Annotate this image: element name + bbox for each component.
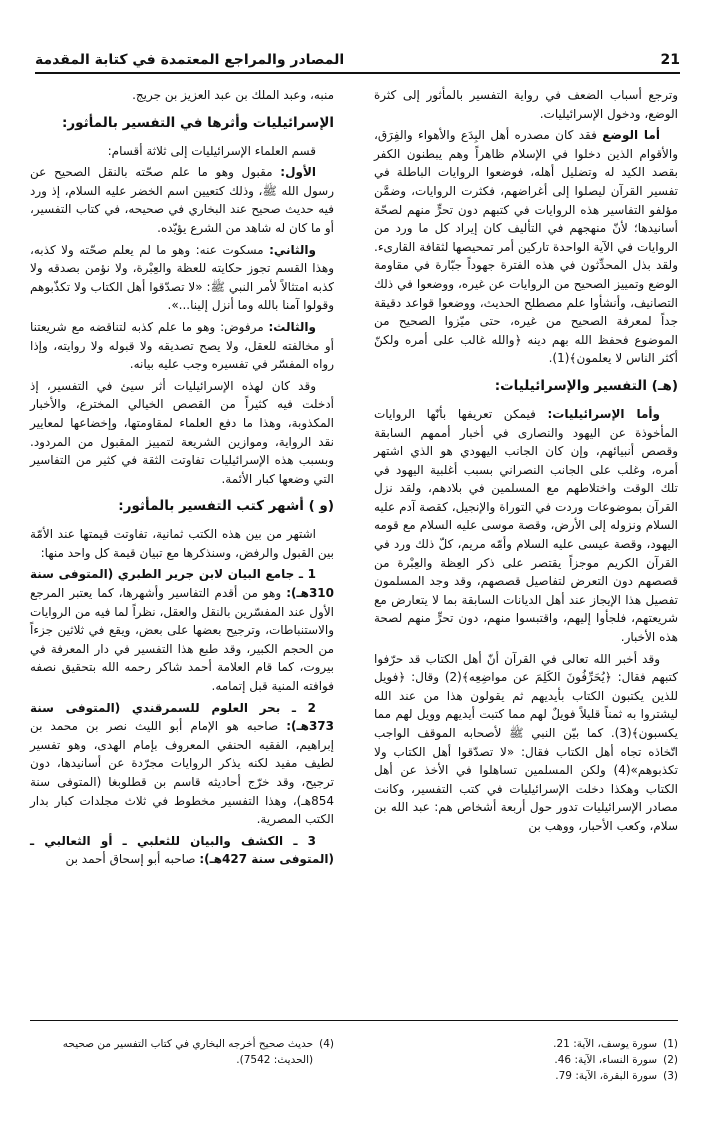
footnote-divider <box>30 1020 678 1021</box>
paragraph-lead: والثالث: <box>268 319 316 334</box>
paragraph <box>30 163 334 237</box>
footnote-text: سورة النساء، الآية: 46. <box>554 1054 658 1066</box>
footnote-text: سورة البقرة، الآية: 79. <box>555 1070 658 1082</box>
paragraph-lead: وأما الإسرائيليات: <box>547 406 660 421</box>
footnote <box>374 1052 678 1068</box>
paragraph <box>30 832 334 869</box>
section-heading: الإسرائيليات وأثرها في التفسير بالمأثور: <box>61 114 334 131</box>
paragraph-text: فيمكن تعريفها بأنّها الروايات المأخوذة عن اليهود والنصارى في أخبار أممهم السابقة وقصص أنبيائهم، وإن كان الجانب اليهودي هو الذي اشتهر أمره، وغلب على الجانب النصراني بسبب أغلبية اليهود في تلك الوقت واختلاطهم مع المسلمين في بلادهم، ولقد نزل القرآن بموضوعات وردت في التوراة والإنجيل، كقصة آدم عليه السلام ونزوله إلى الأرض، وقصة موسى عليه السلام مع قومه اليهود، وقصة عيسى عليه السلام وأمّه مريم، كلّ ذلك ورد في القرآن الكريم موجزاً يقتصر على ذكر العِظة والعِبْرة من قصصهم دون التعرض لتفاصيل قصصهم، وقد وجد المسلمون تفصيل هذا الإيجاز عند أهل الديانات السابقة بما لا يتعارض مع شريعتهم، فلجأوا إليهم، واقتبسوا منهم، دون تحرٍّ منهم لصحة هذه الأخبار. <box>374 406 678 645</box>
paragraph <box>30 565 334 695</box>
paragraph-text: صاحبه أبو إسحاق أحمد بن <box>65 852 200 867</box>
footnote-text: سورة يوسف، الآية: 21. <box>553 1038 658 1050</box>
paragraph-lead: الأول: <box>280 165 316 180</box>
footnotes-left <box>30 1036 334 1068</box>
left-column <box>30 86 334 872</box>
running-title: المصادر والمراجع المعتمدة في كتابة المقدمة <box>35 52 345 68</box>
paragraph-text: مقبول وهو ما علم صحّته بالنقل الصحيح عن رسول الله ﷺ، وذلك كتعيين اسم الخضر عليه السلام، إذ ورد فيه حديث صحيح عند البخاري في صحيحه، في كتاب التفسير، أو ما كان له شاهد من الشرع يؤيّده. <box>30 165 334 235</box>
paragraph: قسم العلماء الإسرائيليات إلى ثلاثة أقسام: <box>107 143 316 158</box>
section-heading: (هـ) التفسير والإسرائيليات: <box>494 377 678 394</box>
paragraph-text: مرفوض: وهو ما علم كذبه لتناقضه مع شريعتنا أو مخالفته للعقل، ولا يصح تصديقه ولا قبوله ولا روايته، وإذا رواه المفسّر في تفسيره وجب عليه بيانه. <box>30 319 334 372</box>
page-number: 21 <box>660 52 680 68</box>
paragraph <box>30 699 334 829</box>
footnote-number: (2) <box>663 1054 678 1066</box>
footnote-text: حديث صحيح أخرجه البخاري في كتاب التفسير من صحيحه (الحديث: 7542). <box>62 1038 314 1066</box>
footnote <box>374 1068 678 1084</box>
paragraph: وقد كان لهذه الإسرائيليات أثر سيئ في التفسير، إذ أدخلت فيه كثيراً من القصص الخيالي المخترع، والأخبار المكذوبة، وهذا ما دفع العلماء لمقاومتها، وإخضاعها لمعايير نقد الرواية، وموازين الشريعة لتمييز المقبول من المردود. وبسبب هذه الإسرائيليات تفاوتت الثقة في كثير من التفاسير التي وضعها كبار الأئمة. <box>30 378 334 486</box>
paragraph-lead: 3 ـ الكشف والبيان للثعلبي ـ أو الثعالبي ـ (المتوفى سنة 427هـ): <box>30 833 334 867</box>
paragraph: وقد أخبر الله تعالى في القرآن أنّ أهل الكتاب قد حرّفوا كتبهم فقال: ﴿يُحَرِّفُونَ الكَلِمَ عن مواضِعِه﴾(2) وقال: ﴿فويل للذين يكتبون الكتاب بأيديهم ثم يقولون هذا من عند الله ليشتروا به ثمناً قليلاً فويلٌ لهم مما كتبت أيديهم وويل لهم مما يكسبون﴾(3). كما بيّن النبي ﷺ لأصحابه الموقف الواجب اتّخاذه تجاه أهل الكتاب فقال: «لا تصدّقوا أهل الكتاب ولا تكذبوهم»(4) ولكن المسلمين تساهلوا في الأخذ عن أهل الكتاب وهكذا دخلت الإسرائيليات في كتب التفسير، وكانت مصادر الإسرائيليات تدور حول أربعة أشخاص هم: عبد الله بن سلام، وكعب الأحبار، ووهب بن <box>374 651 679 833</box>
right-column <box>374 86 678 839</box>
paragraph: منبه، وعبد الملك بن عبد العزيز بن جريج. <box>132 88 334 102</box>
footnotes-right <box>374 1036 678 1084</box>
section-heading: (و ) أشهر كتب التفسير بالمأثور: <box>118 498 334 515</box>
paragraph-text: فقد كان مصدره أهل البِدَع والأهواء والفِرَق، والأقوام الذين دخلوا في الإسلام ظاهراً وهم يبطنون الكفر بقصد الكيد له وتضليل أهله، فوضعوا الروايات الباطلة في تفسير القرآن ليصلوا إلى أغراضهم، فكثرت الروايات، وضمَّن مؤلفو التفاسير هذه الروايات في كتبهم دون تحرٍّ منهم لصحّة أسانيدها؛ لأنّ منهجهم في التأليف كان إيراد كل ما ورد من الروايات في الآية الواحدة تاركين أمر تمحيصها لثقافة القارىء. ولقد بذل المحدِّثون في هذه الفترة جهوداً جبّارة في مقاومة الوضع وتمييز الصحيح من الروايات عن غيره، ووضعوا في ذلك التصانيف، وأنشأوا علم مصطلح الحديث، ووضعوا قواعد دقيقة جداً لمعرفة الصحيح من غيره، حتى ميّزوا الصحيح من الموضوع فحفظ الله بهم دينه ﴿والله غالب على أمره ولكنّ أكثر الناس لا يعلمون﴾(1). <box>374 128 678 366</box>
footnote <box>30 1036 334 1068</box>
footnote <box>374 1036 678 1052</box>
footnote-number: (4) <box>319 1038 334 1050</box>
paragraph <box>374 405 678 647</box>
paragraph: وترجع أسباب الضعف في رواية التفسير بالمأثور إلى كثرة الوضع، ودخول الإسرائيليات. <box>374 88 678 121</box>
paragraph-lead: 2 ـ بحر العلوم للسمرقندي (المتوفى سنة 373هـ): <box>30 700 334 734</box>
footnote-number: (1) <box>663 1038 678 1050</box>
paragraph-lead: والثاني: <box>269 242 316 257</box>
paragraph-lead: 1 ـ جامع البيان لابن جرير الطبري (المتوفى سنة 310هـ): <box>30 567 334 601</box>
page-header <box>35 50 680 74</box>
paragraph <box>30 318 334 374</box>
paragraph-text: مسكوت عنه: وهو ما لم يعلم صحّته ولا كذبه، وهذا القسم تجوز حكايته للعظة والعِبْرة، ولا نؤمن بصدقه ولا كذبه امتثالاً لأمر النبي ﷺ: «لا تصدّقوا أهل الكتاب ولا تكذّبوهم وقولوا آمنا بالله وما أنزل إلينا...». <box>30 242 334 313</box>
paragraph-text: صاحبه هو الإمام أبو الليث نصر بن محمد بن إبراهيم، الفقيه الحنفي المعروف بإمام الهدى، وهو تفسير لطيف مفيد لكنه يذكر الروايات مجرّدة عن أسانيدها، دون ترجيح، وقد خرّج أحاديثه قاسم بن قطلوبغا (المتوفى سنة 854هـ)، وهذا التفسير مخطوط في ثلاث مجلدات كبار بدار الكتب المصرية. <box>30 719 334 827</box>
paragraph <box>374 126 678 368</box>
paragraph <box>30 241 334 315</box>
paragraph-lead: أما الوضع <box>602 128 660 143</box>
paragraph: اشتهر من بين هذه الكتب ثمانية، تفاوتت قيمتها عند الأمّة بين القبول والرفض، وسنذكرها مع تبيان قيمة كل واحد منها: <box>30 527 334 560</box>
paragraph-text: وهو من أقدم التفاسير وأشهرها، كما يعتبر المرجع الأول عند المفسّرين بالنقل والعقل، نظراً لما فيه من الروايات والاستنباطات، وترجيح بعضها على بعض، ويقع في ثلاثين جزءاً من الحجم الكبير، وقد طبع هذا التفسير في دار المعرفة في بيروت، كما قام العلامة أحمد شاكر رحمه الله بتحقيق نصفه فوافته المنية قبل إتمامه. <box>30 586 334 694</box>
footnote-number: (3) <box>663 1070 678 1082</box>
